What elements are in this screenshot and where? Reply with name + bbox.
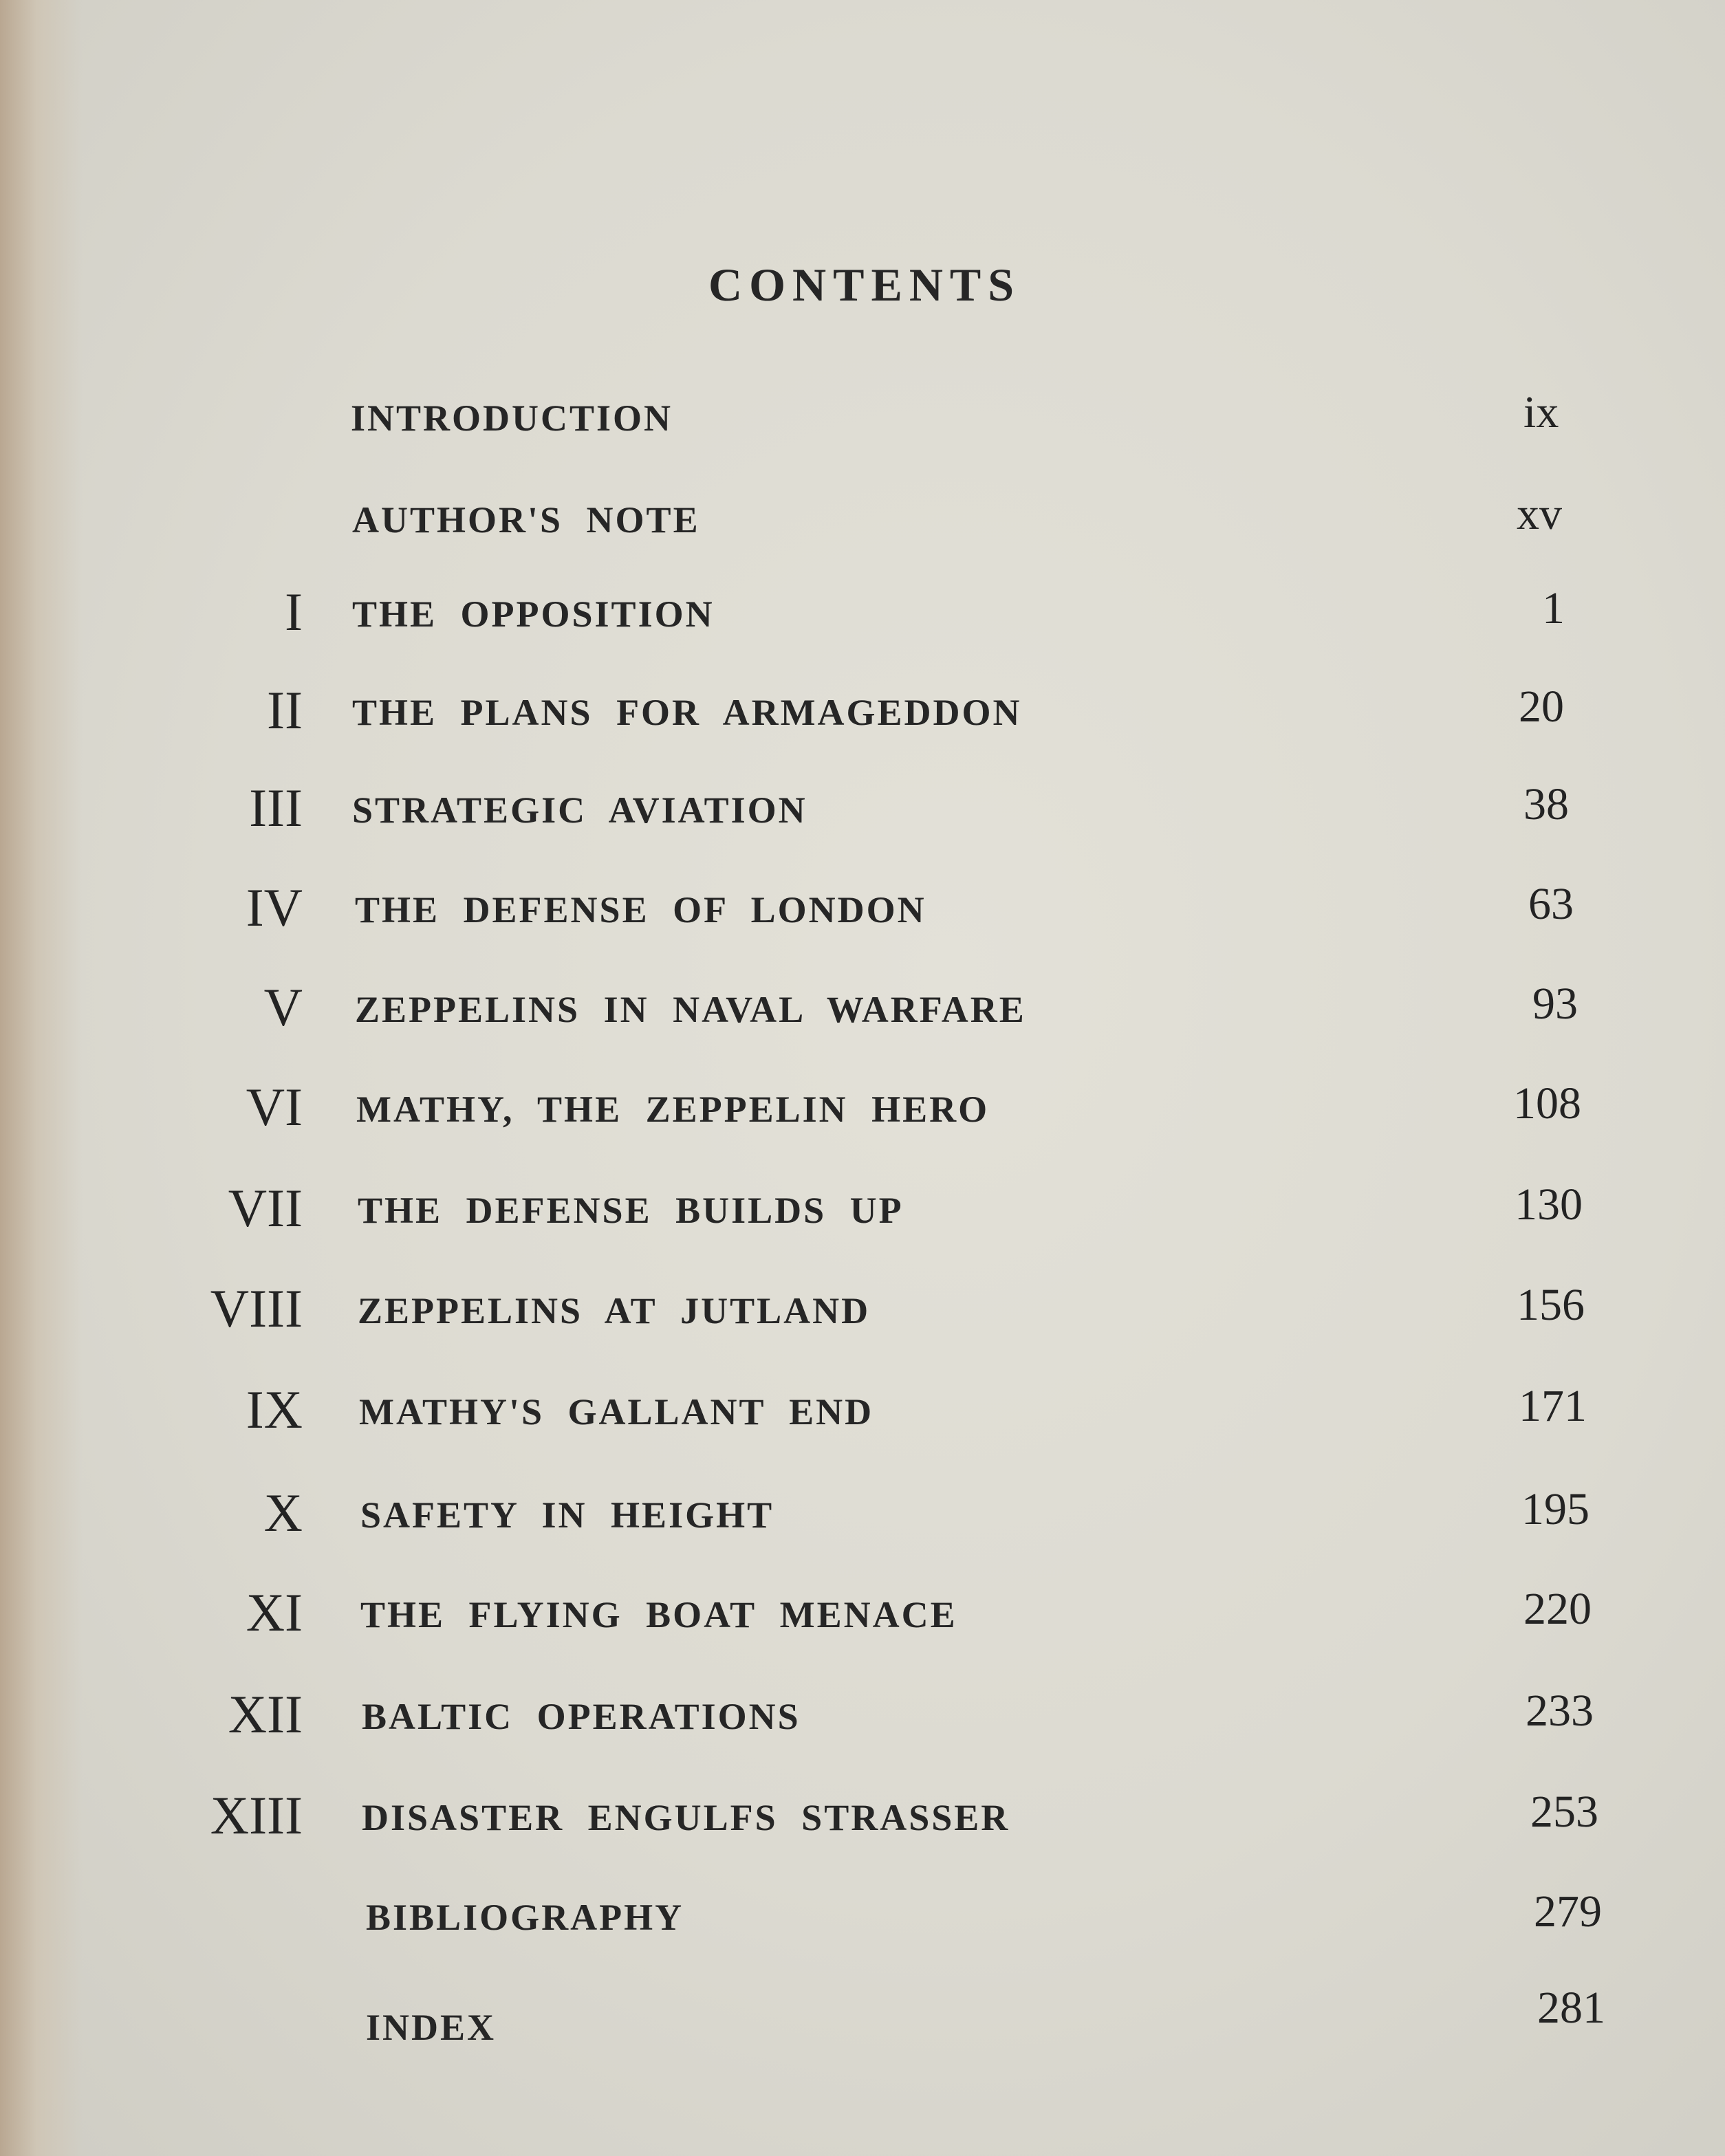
chapter-title: INDEX <box>366 2007 497 2048</box>
page-number: 233 <box>1526 1686 1594 1736</box>
toc-entry <box>0 1379 1587 1441</box>
page-number: 130 <box>1515 1179 1583 1230</box>
chapter-numeral: X <box>263 1483 303 1543</box>
chapter-title: THE FLYING BOAT MENACE <box>360 1594 957 1635</box>
chapter-numeral: II <box>267 680 303 740</box>
chapter-numeral: I <box>285 582 303 642</box>
toc-entry <box>0 1278 1585 1340</box>
chapter-numeral: VI <box>246 1077 303 1137</box>
chapter-numeral: IX <box>246 1380 303 1439</box>
chapter-title: THE PLANS FOR ARMAGEDDON <box>352 692 1022 733</box>
page-number: 63 <box>1528 879 1574 929</box>
toc-entry <box>0 487 1562 549</box>
toc-entry <box>0 977 1578 1038</box>
page-number: 171 <box>1519 1381 1587 1431</box>
chapter-numeral: XII <box>228 1684 303 1744</box>
toc-entry <box>0 581 1565 643</box>
toc-entry <box>0 1884 1602 1946</box>
chapter-title: BIBLIOGRAPHY <box>366 1897 684 1938</box>
toc-entry <box>0 1482 1590 1544</box>
page-number: 156 <box>1517 1280 1585 1330</box>
page-number: 253 <box>1530 1787 1598 1837</box>
page-number: 108 <box>1513 1078 1581 1129</box>
page-number: 195 <box>1521 1484 1590 1534</box>
page-number: 93 <box>1532 979 1578 1029</box>
page-number: xv <box>1517 489 1562 539</box>
chapter-title: ZEPPELINS IN NAVAL WARFARE <box>355 989 1026 1030</box>
chapter-title: BALTIC OPERATIONS <box>362 1696 801 1737</box>
chapter-title: MATHY'S GALLANT END <box>359 1391 874 1433</box>
chapter-title: AUTHOR'S NOTE <box>352 499 700 541</box>
chapter-title: ZEPPELINS AT JUTLAND <box>358 1290 871 1331</box>
page-title: CONTENTS <box>708 259 1021 311</box>
chapter-title: INTRODUCTION <box>351 398 673 439</box>
toc-entry <box>0 1981 1605 2048</box>
page-number: ix <box>1523 387 1559 437</box>
toc-entry <box>0 385 1559 447</box>
chapter-title: SAFETY IN HEIGHT <box>360 1494 774 1536</box>
chapter-numeral: VII <box>228 1178 303 1238</box>
toc-entry <box>0 777 1569 839</box>
chapter-title: STRATEGIC AVIATION <box>352 790 807 831</box>
page-number: 20 <box>1519 682 1564 732</box>
chapter-title: MATHY, THE ZEPPELIN HERO <box>356 1089 990 1130</box>
toc-entry <box>0 1684 1594 1745</box>
page-number: 38 <box>1523 779 1569 829</box>
toc-entry <box>0 1177 1583 1239</box>
page-number: 279 <box>1534 1886 1602 1937</box>
page-number: 1 <box>1542 583 1565 633</box>
toc-entry <box>0 679 1564 741</box>
chapter-numeral: III <box>249 778 303 838</box>
chapter-title: THE OPPOSITION <box>352 594 715 635</box>
chapter-title: THE DEFENSE BUILDS UP <box>358 1190 904 1231</box>
page-number: 281 <box>1537 1983 1605 2033</box>
toc-entry <box>0 1582 1592 1644</box>
chapter-numeral: XI <box>246 1582 303 1642</box>
chapter-numeral: XIII <box>210 1785 303 1845</box>
toc-entry <box>0 877 1574 939</box>
toc-entry <box>0 1785 1598 1847</box>
page-number: 220 <box>1523 1584 1592 1634</box>
chapter-numeral: V <box>263 977 303 1037</box>
chapter-numeral: IV <box>246 878 303 937</box>
toc-entry <box>0 1076 1581 1138</box>
chapter-title: DISASTER ENGULFS STRASSER <box>362 1797 1010 1838</box>
chapter-title: THE DEFENSE OF LONDON <box>355 889 926 930</box>
chapter-numeral: VIII <box>210 1278 303 1338</box>
